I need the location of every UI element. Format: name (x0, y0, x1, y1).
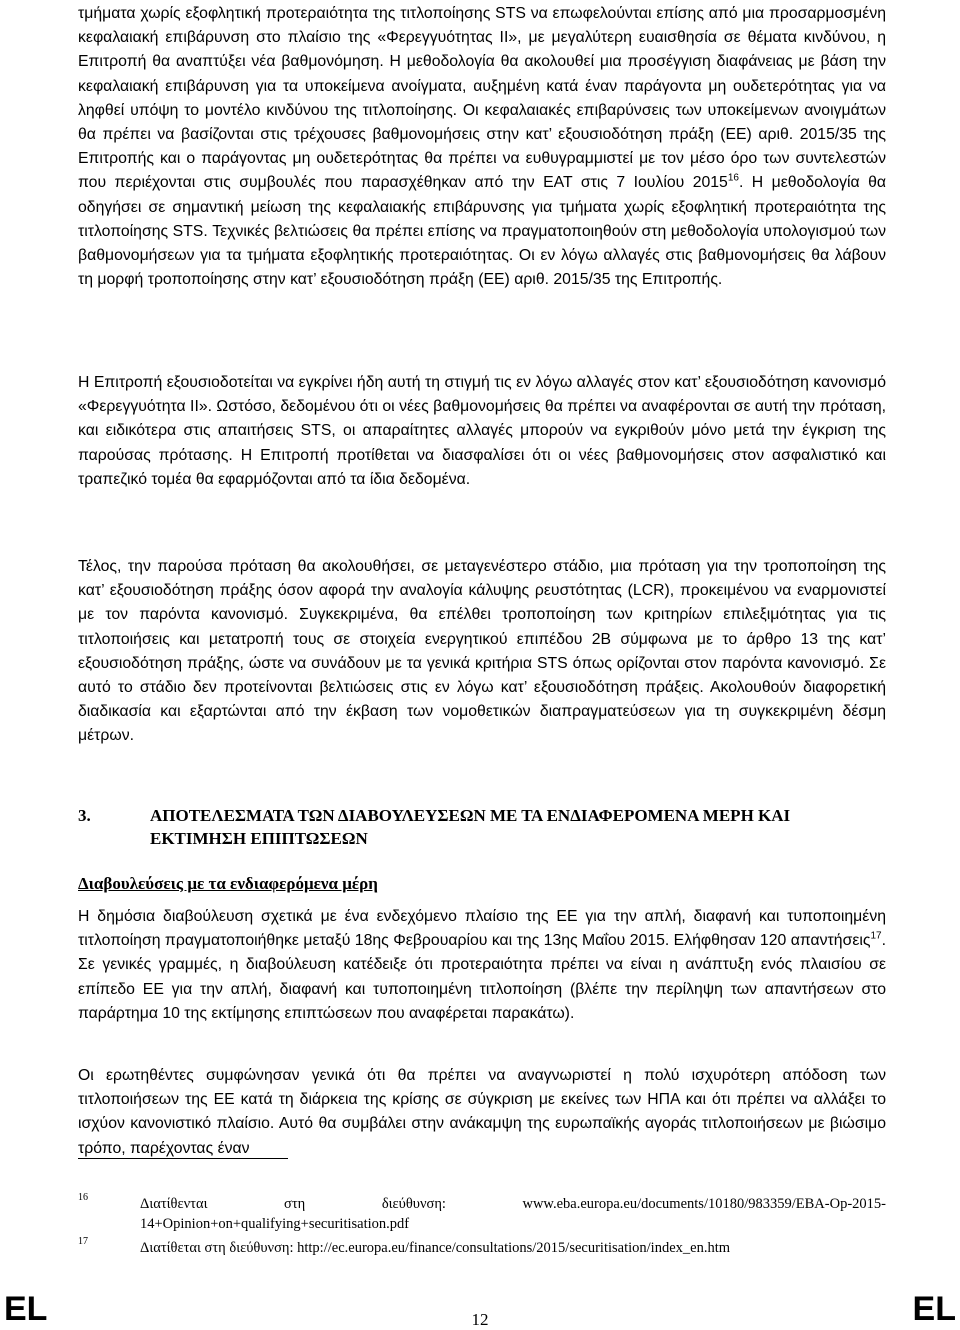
footnote-text[interactable]: Διατίθεται στη διεύθυνση: http://ec.europa.eu/finance/consultations/2015/securitisation/index_en.htm (140, 1240, 730, 1256)
footnote-mark: 17 (78, 1236, 88, 1247)
paragraph-text: τμήματα χωρίς εξοφλητική προτεραιότητα της τιτλοποίησης STS να επωφελούνται επίσης από μια προσαρμοσμένη κεφαλαιακή επιβάρυνση στο πλαίσιο της «Φερεγγυότητας ΙΙ», με μεγαλύτερη ευαισθησία σε θέματα κινδύνου, η Επιτροπή θα αναπτύξει νέα βαθμονόμηση. Η μεθοδολογία θα ακολουθεί μια προσέγγιση διαφάνειας με βάση την κεφαλαιακή επιβάρυνση για τα υποκείμενα ανοίγματα, αυξημένη κατά έναν παράγοντα μη ουδετερότητας για να ληφθεί υπόψη το μοντέλο κινδύνου της τιτλοποίησης. (78, 5, 886, 119)
paragraph-public-consultation (78, 905, 886, 1026)
footnote-separator (78, 1158, 288, 1159)
paragraph-text: Οι κεφαλαιακές επιβαρύνσεις των υποκείμενων ανοιγμάτων θα πρέπει να βασίζονται στις τρέχουσες βαθμονομήσεις στην κατ’ εξουσιοδότηση πράξη (ΕΕ) αριθ. 2015/35 της Επιτροπής και ο παράγοντας μη ουδετερότητας θα πρέπει να ευθυγραμμιστεί με τον μέσο όρο των συντελεστών που περιέχονται στις συμβουλές που παρασχέθηκαν από την ΕΑΤ στις 7 Ιουλίου 2015 (78, 101, 886, 192)
subheading (78, 874, 378, 894)
footnote-text[interactable]: Διατίθενται στη διεύθυνση: www.eba.europa.eu/documents/10180/983359/EBA-Op-2015-14+Opinion+on+qualifying+securitisation.pdf (140, 1196, 886, 1232)
paragraph-commission-authorisation: Η Επιτροπή εξουσιοδοτείται να εγκρίνει ήδη αυτή τη στιγμή τις εν λόγω αλλαγές στον κατ’ εξουσιοδότηση κανονισμό «Φερεγγυότητα ΙΙ». Ωστόσο, δεδομένου ότι οι νέες βαθμονομήσεις θα πρέπει να αναφέρονται σε αυτή την πρόταση, και ειδικότερα στις απαιτήσεις STS, οι απαραίτητες αλλαγές μπορούν να εγκριθούν μόνο μετά την έγκριση της παρούσας πρότασης. Η Επιτροπή προτίθεται να διασφαλίσει ότι οι νέες βαθμονομήσεις στον ασφαλιστικό και τραπεζικό τομέα θα εφαρμόζονται από τα ίδια δεδομένα. (78, 374, 886, 488)
footnote-reference[interactable]: 17 (870, 930, 882, 942)
subheading-text: Διαβουλεύσεις με τα ενδιαφερόμενα μέρη (78, 874, 378, 893)
section-number: 3. (78, 806, 91, 825)
section-title: ΑΠΟΤΕΛΕΣΜΑΤΑ ΤΩΝ ΔΙΑΒΟΥΛΕΥΣΕΩΝ ΜΕ ΤΑ ΕΝΔΙΑΦΕΡΟΜΕΝΑ ΜΕΡΗ ΚΑΙ ΕΚΤΙΜΗΣΗ ΕΠΙΠΤΩΣΕΩΝ (150, 806, 791, 848)
footnote-mark: 16 (78, 1192, 88, 1203)
paragraph-lcr-proposal: Τέλος, την παρούσα πρόταση θα ακολουθήσει, σε μεταγενέστερο στάδιο, μια πρόταση για την τροποποίηση της κατ’ εξουσιοδότηση πράξης όσον αφορά την αναλογία κάλυψης ρευστότητας (LCR), προκειμένου να εναρμονιστεί με τον παρόντα κανονισμό. Συγκεκριμένα, θα επέλθει τροποποίηση των κριτηρίων επιλεξιμότητας για τις τιτλοποιήσεις και μετατροπή τους σε στοιχεία ενεργητικού επιπέδου 2Β σύμφωνα με το άρθρο 13 της κατ’ εξουσιοδότηση πράξης, ώστε να συνάδουν με τα γενικά κριτήρια STS όπως ορίζονται στον παρόντα κανονισμό. Σε αυτό το στάδιο δεν προτείνονται βελτιώσεις στις εν λόγω κατ’ εξουσιοδότηση πράξεις. Ακολουθούν διαφορετική διαδικασία και εξαρτώνται από την έκβαση των νομοθετικών διαπραγματεύσεων για τη συγκεκριμένη δέσμη μέτρων. (78, 558, 886, 745)
footnote-reference[interactable]: 16 (727, 173, 739, 185)
footer-language-left: EL (4, 1290, 48, 1328)
footer-language-right: EL (912, 1290, 956, 1328)
paragraph-calibration (78, 2, 886, 292)
paragraph-respondents: Οι ερωτηθέντες συμφώνησαν γενικά ότι θα πρέπει να αναγνωριστεί η πολύ ισχυρότερη απόδοση των τιτλοποιήσεων της ΕΕ κατά τη διάρκεια της κρίσης σε σύγκριση με εκείνες των ΗΠΑ και ότι πρέπει να αλλάξει το ισχύον κανονιστικό πλαίσιο. Αυτό θα συμβάλει στην ανάκαμψη της ευρωπαϊκής αγοράς τιτλοποιήσεων με βιώσιμο τρόπο, παρέχοντας έναν (78, 1067, 886, 1157)
paragraph-text: . Η μεθοδολογία θα οδηγήσει σε σημαντική μείωση της κεφαλαιακής επιβάρυνσης για τμήματα χωρίς εξοφλητική προτεραιότητα της τιτλοποίησης STS. Τεχνικές βελτιώσεις θα πρέπει επίσης να πραγματοποιηθούν στη μεθοδολογία υπολογισμού των βαθμονομήσεων για τα τμήματα εξοφλητικής προτεραιότητας. Οι εν λόγω αλλαγές στις βαθμονομήσεις θα λάβουν τη μορφή τροποποίησης στην κατ’ εξουσιοδότηση πράξη (ΕΕ) αριθ. 2015/35 της Επιτροπής. (78, 174, 886, 289)
paragraph-text: . Σε γενικές γραμμές, η διαβούλευση κατέδειξε ότι προτεραιότητα πρέπει να είναι η ανάπτυξη ενός πλαισίου σε επίπεδο ΕΕ για την απλή, διαφανή και τυποποιημένη τιτλοποίηση (βλέπε την περίληψη των απαντήσεων στο παράρτημα 10 της εκτίμησης επιπτώσεων που αναφέρεται παρακάτω). (78, 932, 886, 1022)
paragraph-text: Η δημόσια διαβούλευση σχετικά με ένα ενδεχόμενο πλαίσιο της ΕΕ για την απλή, διαφανή και τυποποιημένη τιτλοποίηση πραγματοποιήθηκε μεταξύ 18ης Φεβρουαρίου και της 13ης Μαΐου 2015. Ελήφθησαν 120 απαντήσεις (78, 908, 886, 950)
page-number: 12 (471, 1310, 489, 1329)
